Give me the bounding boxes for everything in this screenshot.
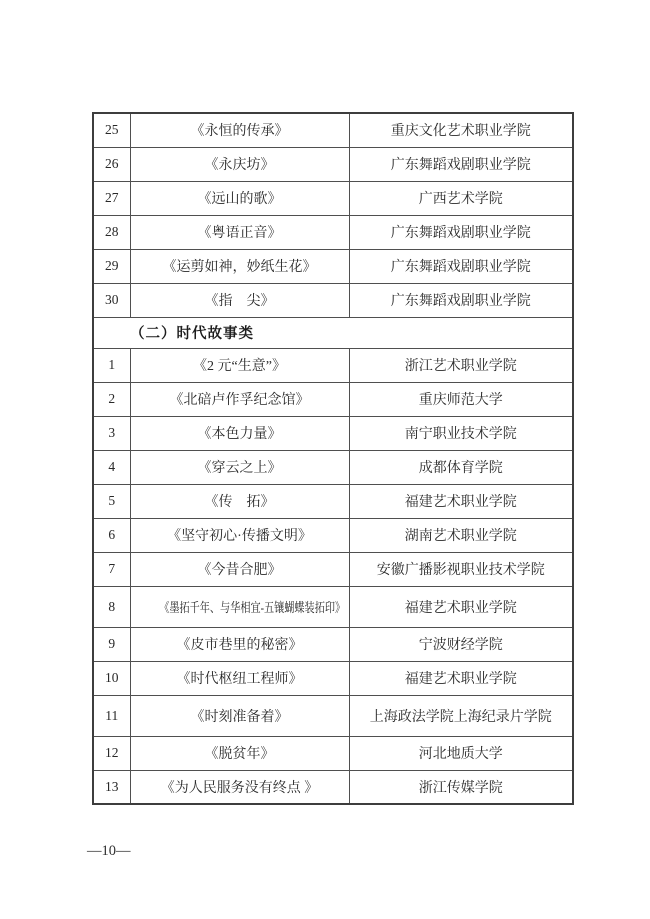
- title-cell: [130, 181, 349, 215]
- title-cell-text: 《永庆坊》: [204, 158, 275, 173]
- num-cell-text: 9: [108, 636, 116, 651]
- title-cell-text: 《粤语正音》: [197, 226, 282, 241]
- title-cell-text: 《今昔合肥》: [197, 563, 282, 578]
- table-row: [93, 382, 573, 416]
- title-cell: [130, 416, 349, 450]
- org-cell-text: 河北地质大学: [418, 747, 503, 762]
- org-cell-text: 浙江艺术职业学院: [404, 359, 517, 374]
- org-cell-text: 宁波财经学院: [418, 638, 503, 653]
- table-row: [93, 695, 573, 736]
- title-cell: [130, 586, 349, 627]
- title-cell-text: 《指 尖》: [204, 294, 275, 309]
- table-row: [93, 586, 573, 627]
- org-cell: [349, 627, 573, 661]
- title-cell: [130, 518, 349, 552]
- org-cell: [349, 416, 573, 450]
- title-cell: [130, 249, 349, 283]
- org-cell: [349, 770, 573, 804]
- org-cell: [349, 736, 573, 770]
- org-cell: [349, 484, 573, 518]
- org-cell: [349, 181, 573, 215]
- org-cell-text: 福建艺术职业学院: [404, 600, 517, 616]
- org-cell-text: 湖南艺术职业学院: [404, 529, 517, 544]
- title-cell: [130, 113, 349, 147]
- org-cell: [349, 518, 573, 552]
- num-cell: [93, 586, 130, 627]
- num-cell: [93, 695, 130, 736]
- table-row: [93, 113, 573, 147]
- num-cell-text: 10: [105, 670, 119, 685]
- title-cell-text: 《北碚卢作孚纪念馆》: [169, 393, 310, 408]
- org-cell-text: 浙江传媒学院: [418, 780, 503, 796]
- num-cell: [93, 283, 130, 317]
- org-cell-text: 成都体育学院: [418, 461, 503, 476]
- table-row: [93, 736, 573, 770]
- num-cell: [93, 552, 130, 586]
- table-row: [93, 147, 573, 181]
- num-cell-text: 2: [108, 391, 116, 406]
- num-cell: [93, 661, 130, 695]
- num-cell-text: 26: [105, 156, 119, 171]
- org-cell: [349, 283, 573, 317]
- table-row: [93, 770, 573, 804]
- num-cell: [93, 484, 130, 518]
- table-row: [93, 416, 573, 450]
- org-cell: [349, 113, 573, 147]
- title-cell-text: 《时代枢纽工程师》: [176, 672, 303, 687]
- title-cell: [130, 484, 349, 518]
- title-cell-text: 《2 元“生意”》: [193, 359, 286, 374]
- num-cell: [93, 181, 130, 215]
- num-cell-text: 25: [105, 122, 119, 138]
- title-cell: [130, 382, 349, 416]
- title-cell: [130, 215, 349, 249]
- num-cell-text: 12: [105, 745, 119, 760]
- title-cell-text: 《时刻准备着》: [190, 709, 289, 725]
- org-cell: [349, 695, 573, 736]
- title-cell: [130, 147, 349, 181]
- num-cell-text: 11: [105, 707, 119, 723]
- table-row: [93, 552, 573, 586]
- org-cell-text: 广东舞蹈戏剧职业学院: [390, 260, 531, 275]
- section-header-row: [93, 317, 573, 348]
- title-cell-text: 《脱贫年》: [204, 747, 275, 762]
- org-cell-text: 广东舞蹈戏剧职业学院: [390, 158, 531, 173]
- org-cell-text: 重庆师范大学: [418, 393, 503, 408]
- num-cell-text: 6: [108, 527, 116, 542]
- page-number: —10—: [87, 843, 131, 859]
- award-list-table: [92, 112, 574, 805]
- title-cell-text: 《传 拓》: [204, 495, 275, 510]
- title-cell-text: 《穿云之上》: [197, 461, 282, 476]
- table-row: [93, 283, 573, 317]
- title-cell: [130, 770, 349, 804]
- num-cell: [93, 736, 130, 770]
- org-cell-text: 南宁职业技术学院: [404, 427, 517, 442]
- num-cell-text: 27: [105, 190, 119, 205]
- title-cell-text: 《本色力量》: [197, 427, 282, 442]
- num-cell-text: 1: [108, 357, 116, 372]
- table-row: [93, 661, 573, 695]
- org-cell-text: 广东舞蹈戏剧职业学院: [390, 226, 531, 241]
- num-cell-text: 28: [105, 224, 119, 239]
- title-cell: [130, 736, 349, 770]
- title-cell: [130, 283, 349, 317]
- title-cell-text: 《远山的歌》: [197, 192, 282, 207]
- title-cell: [130, 450, 349, 484]
- table-row: [93, 518, 573, 552]
- title-cell: [130, 348, 349, 382]
- org-cell-text: 广东舞蹈戏剧职业学院: [390, 294, 531, 309]
- num-cell-text: 4: [108, 459, 116, 474]
- title-cell: [130, 627, 349, 661]
- num-cell-text: 8: [108, 598, 116, 614]
- org-cell-text: 福建艺术职业学院: [404, 495, 517, 510]
- org-cell: [349, 382, 573, 416]
- org-cell-text: 福建艺术职业学院: [404, 672, 517, 687]
- table-row: [93, 484, 573, 518]
- num-cell-text: 7: [108, 561, 116, 576]
- num-cell-text: 30: [105, 292, 119, 307]
- title-cell-text: 《皮市巷里的秘密》: [176, 638, 303, 653]
- num-cell: [93, 450, 130, 484]
- org-cell-text: 重庆文化艺术职业学院: [390, 124, 531, 140]
- num-cell: [93, 249, 130, 283]
- title-cell-text: 《坚守初心·传播文明》: [167, 529, 312, 544]
- org-cell-text: 安徽广播影视职业技术学院: [376, 563, 545, 578]
- title-cell: [130, 661, 349, 695]
- table-row: [93, 181, 573, 215]
- num-cell: [93, 147, 130, 181]
- num-cell-text: 13: [105, 778, 119, 794]
- section-header: （二）时代故事类: [93, 317, 573, 348]
- org-cell: [349, 348, 573, 382]
- title-cell-text: 《墨拓千年、与华相宜-五镶蝴蝶装拓印》: [158, 599, 345, 615]
- org-cell: [349, 661, 573, 695]
- org-cell: [349, 147, 573, 181]
- num-cell-text: 3: [108, 425, 116, 440]
- title-cell: [130, 695, 349, 736]
- num-cell-text: 5: [108, 493, 116, 508]
- num-cell: [93, 518, 130, 552]
- title-cell-text: 《永恒的传承》: [190, 124, 289, 140]
- title-cell-text: 《为人民服务没有终点 》: [160, 780, 319, 796]
- num-cell-text: 29: [105, 258, 119, 273]
- table-row: [93, 450, 573, 484]
- num-cell: [93, 382, 130, 416]
- num-cell: [93, 627, 130, 661]
- org-cell-text: 广西艺术学院: [418, 192, 503, 207]
- title-cell-text: 《运剪如神，妙纸生花》: [162, 260, 317, 275]
- table-row: [93, 348, 573, 382]
- table-row: [93, 249, 573, 283]
- table-row: [93, 627, 573, 661]
- num-cell: [93, 113, 130, 147]
- org-cell: [349, 552, 573, 586]
- org-cell: [349, 215, 573, 249]
- org-cell: [349, 586, 573, 627]
- num-cell: [93, 215, 130, 249]
- org-cell: [349, 450, 573, 484]
- num-cell: [93, 348, 130, 382]
- org-cell-text: 上海政法学院上海纪录片学院: [369, 709, 552, 725]
- org-cell: [349, 249, 573, 283]
- table-row: [93, 215, 573, 249]
- title-cell: [130, 552, 349, 586]
- num-cell: [93, 416, 130, 450]
- num-cell: [93, 770, 130, 804]
